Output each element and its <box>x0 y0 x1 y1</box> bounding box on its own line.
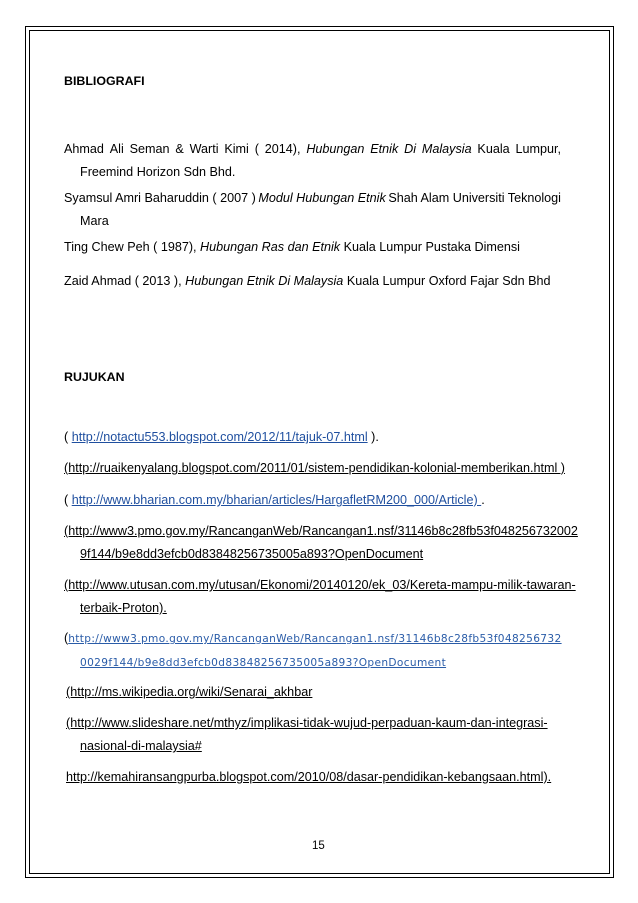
reference-6-link-cont[interactable]: 0029f144/b9e8dd3efcb0d83848256735005a893?OpenDocument <box>80 657 447 669</box>
bibliography-entry-2-line-2: Mara <box>80 214 109 228</box>
bibliography-entry-2-line-1: Syamsul Amri Baharuddin ( 2007 ) Modul Hubungan Etnik Shah Alam Universiti Teknologi <box>64 191 561 205</box>
reference-4-line-1 <box>64 523 578 539</box>
reference-9-link[interactable]: http://kemahiransangpurba.blogspot.com/2010/08/dasar-pendidikan-kebangsaan.html). <box>66 770 552 784</box>
reference-8-link-cont[interactable]: nasional-di-malaysia# <box>80 739 202 753</box>
reference-5-line-2 <box>80 600 167 616</box>
reference-6-line-1: (http://www3.pmo.gov.my/RancanganWeb/Rancangan1.nsf/31146b8c28fb53f048256732 <box>64 631 562 645</box>
reference-8-link[interactable]: (http://www.slideshare.net/mthyz/implikasi-tidak-wujud-perpaduan-kaum-dan-integrasi- <box>66 716 548 730</box>
reference-4-link-cont[interactable]: 9f144/b9e8dd3efcb0d83848256735005a893?OpenDocument <box>80 547 424 561</box>
reference-2-link[interactable]: (http://ruaikenyalang.blogspot.com/2011/01/sistem-pendidikan-kolonial-memberikan.html ) <box>64 461 565 475</box>
bibliography-heading: BIBLIOGRAFI <box>64 74 145 88</box>
bibliography-entry-1-line-1: Ahmad Ali Seman & Warti Kimi ( 2014), Hubungan Etnik Di Malaysia Kuala Lumpur, <box>64 142 561 156</box>
reference-7-link[interactable]: (http://ms.wikipedia.org/wiki/Senarai_akhbar <box>66 685 313 699</box>
reference-8-line-2 <box>80 738 202 754</box>
bibliography-entry-1-line-2: Freemind Horizon Sdn Bhd. <box>80 165 236 179</box>
reference-7 <box>66 684 312 700</box>
page-number: 15 <box>312 840 325 852</box>
reference-6-link[interactable]: http://www3.pmo.gov.my/RancanganWeb/Rancangan1.nsf/31146b8c28fb53f048256732 <box>68 633 562 645</box>
reference-4-line-2 <box>80 546 423 562</box>
reference-1-link[interactable]: http://notactu553.blogspot.com/2012/11/tajuk-07.html <box>71 430 368 444</box>
reference-5-link[interactable]: (http://www.utusan.com.my/utusan/Ekonomi/20140120/ek_03/Kereta-mampu-milik-tawaran- <box>64 578 576 592</box>
reference-8-line-1 <box>66 715 548 731</box>
reference-5-link-cont[interactable]: terbaik-Proton). <box>80 601 167 615</box>
bibliography-entry-3: Ting Chew Peh ( 1987), Hubungan Ras dan Etnik Kuala Lumpur Pustaka Dimensi <box>64 240 520 254</box>
reference-3-link[interactable]: http://www.bharian.com.my/bharian/articles/HargafletRM200_000/Article) <box>71 493 482 507</box>
reference-9 <box>66 769 551 785</box>
references-heading: RUJUKAN <box>64 370 125 384</box>
reference-5-line-1 <box>64 577 576 593</box>
reference-4-link[interactable]: (http://www3.pmo.gov.my/RancanganWeb/Rancangan1.nsf/31146b8c28fb53f048256732002 <box>64 524 578 538</box>
reference-2 <box>64 460 565 476</box>
reference-1: ( http://notactu553.blogspot.com/2012/11/tajuk-07.html ). <box>64 430 379 444</box>
reference-3: ( http://www.bharian.com.my/bharian/articles/HargafletRM200_000/Article) . <box>64 493 485 507</box>
reference-6-line-2 <box>80 654 446 671</box>
bibliography-entry-4: Zaid Ahmad ( 2013 ), Hubungan Etnik Di Malaysia Kuala Lumpur Oxford Fajar Sdn Bhd <box>64 274 551 288</box>
